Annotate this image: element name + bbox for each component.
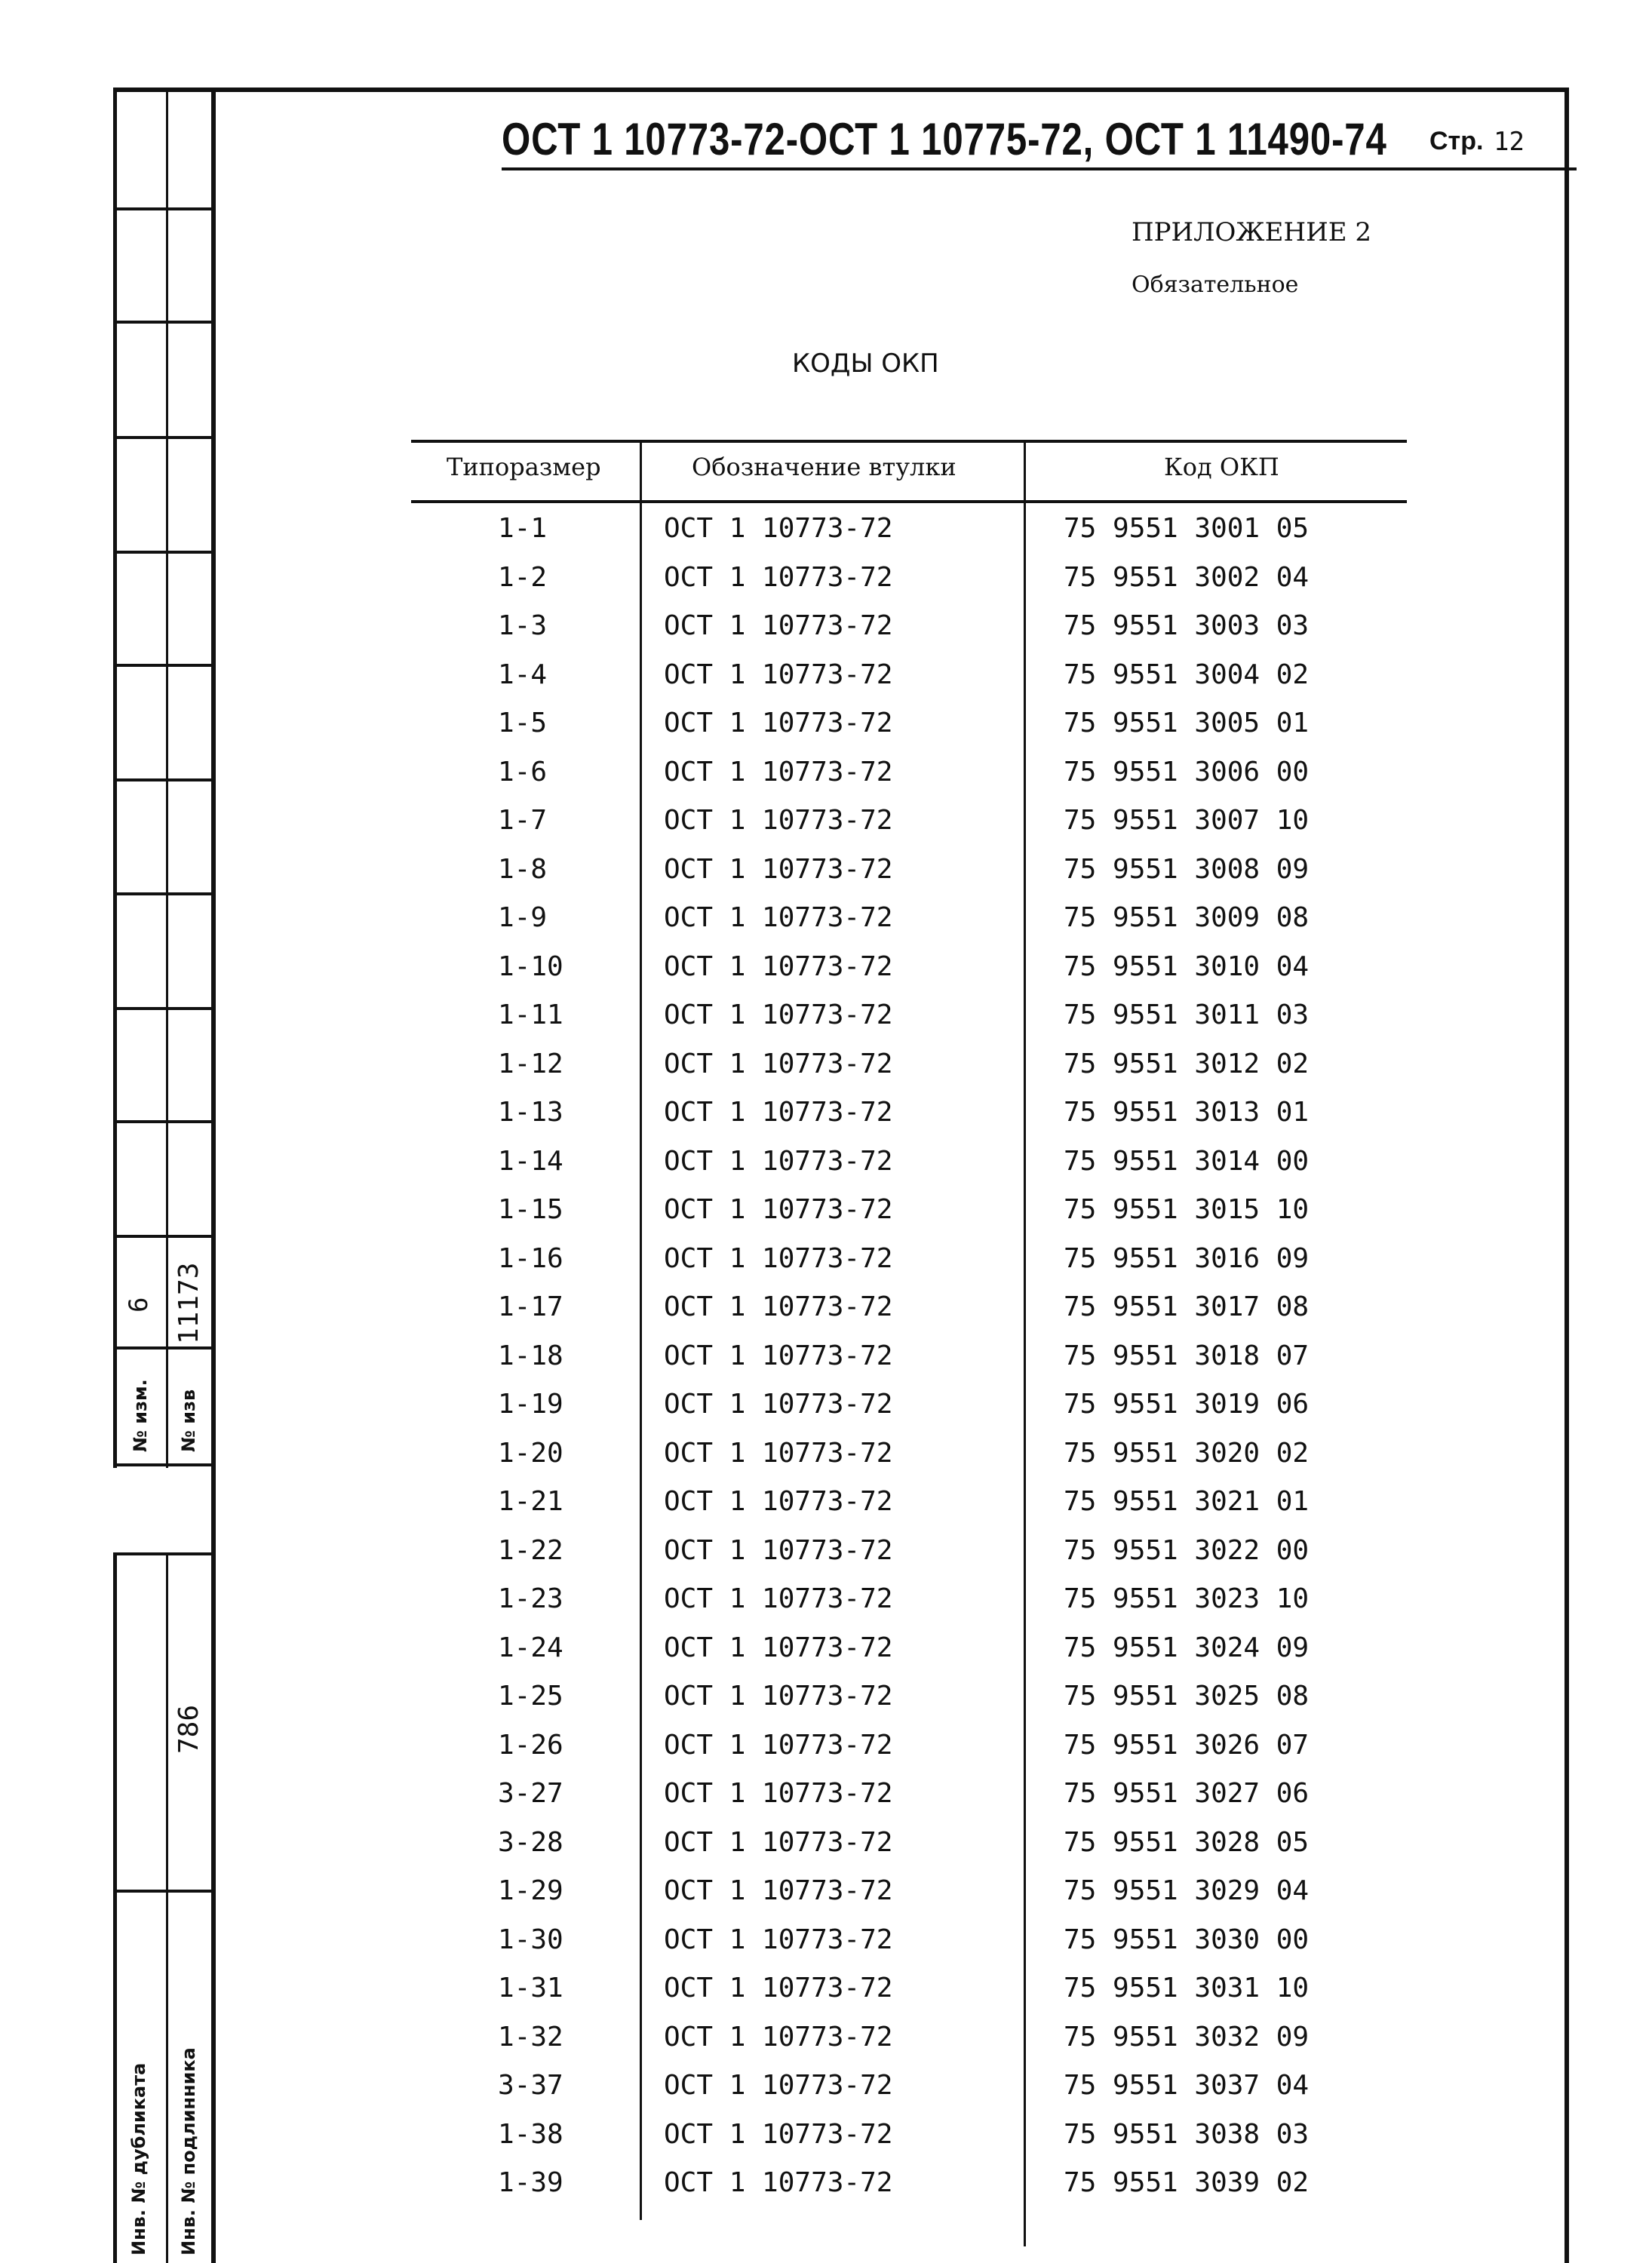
table-row — [411, 659, 1407, 708]
cell-size: 1-31 — [498, 1973, 563, 2004]
cell-okp-code: 75 9551 3037 04 — [1064, 2070, 1310, 2101]
cell-okp-code: 75 9551 3007 10 — [1064, 805, 1310, 836]
cell-designation: ОСТ 1 10773-72 — [664, 2021, 893, 2053]
cell-okp-code: 75 9551 3005 01 — [1064, 708, 1310, 738]
cell-size: 1-2 — [498, 561, 548, 593]
table-row — [411, 2070, 1407, 2119]
cell-okp-code: 75 9551 3014 00 — [1064, 1145, 1310, 1177]
cell-designation: ОСТ 1 10773-72 — [664, 1875, 893, 1906]
document-title: ОСТ 1 10773-72-ОСТ 1 10775-72, ОСТ 1 11490-74 — [502, 114, 1387, 164]
cell-okp-code: 75 9551 3029 04 — [1064, 1875, 1310, 1906]
cell-size: 1-19 — [498, 1389, 563, 1420]
cell-okp-code: 75 9551 3001 05 — [1064, 513, 1310, 544]
cell-okp-code: 75 9551 3011 03 — [1064, 999, 1310, 1030]
cell-designation: ОСТ 1 10773-72 — [664, 1145, 893, 1177]
cell-size: 3-28 — [498, 1826, 563, 1858]
stamp-grid-line — [113, 1890, 216, 1893]
table-row — [411, 1049, 1407, 1098]
cell-designation: ОСТ 1 10773-72 — [664, 1194, 893, 1225]
table-row — [411, 1535, 1407, 1584]
cell-designation: ОСТ 1 10773-72 — [664, 1048, 893, 1079]
cell-designation: ОСТ 1 10773-72 — [664, 1729, 893, 1761]
stamp-grid-line — [113, 1007, 216, 1010]
page-label: Стр. — [1429, 127, 1484, 155]
stamp-grid-line — [113, 778, 216, 781]
cell-designation: ОСТ 1 10773-72 — [664, 659, 893, 690]
cell-okp-code: 75 9551 3024 09 — [1064, 1632, 1310, 1663]
cell-size: 1-6 — [498, 756, 548, 788]
cell-designation: ОСТ 1 10773-72 — [664, 1632, 893, 1663]
stamp-grid-line — [113, 1346, 216, 1350]
cell-okp-code: 75 9551 3016 09 — [1064, 1242, 1310, 1274]
column-header-designation: Обозначение втулки — [692, 453, 957, 481]
cell-size: 1-11 — [498, 999, 563, 1030]
cell-designation: ОСТ 1 10773-72 — [664, 1291, 893, 1322]
stamp-grid-line — [113, 892, 216, 895]
cell-designation: ОСТ 1 10773-72 — [664, 1097, 893, 1128]
table-row — [411, 1681, 1407, 1730]
stamp-grid-line — [113, 207, 216, 210]
cell-designation: ОСТ 1 10773-72 — [664, 513, 893, 544]
cell-designation: ОСТ 1 10773-72 — [664, 1340, 893, 1371]
cell-size: 1-4 — [498, 659, 548, 690]
table-row — [411, 1438, 1407, 1487]
cell-okp-code: 75 9551 3018 07 — [1064, 1340, 1310, 1371]
cell-size: 3-37 — [498, 2070, 563, 2101]
frame-left-border — [113, 88, 117, 1468]
original-inventory-label: Инв. № подлинника — [178, 2047, 199, 2255]
table-row — [411, 999, 1407, 1049]
cell-designation: ОСТ 1 10773-72 — [664, 708, 893, 738]
cell-designation: ОСТ 1 10773-72 — [664, 1242, 893, 1274]
cell-size: 1-16 — [498, 1242, 563, 1274]
cell-okp-code: 75 9551 3012 02 — [1064, 1048, 1310, 1079]
table-row — [411, 1291, 1407, 1340]
table-row — [411, 1875, 1407, 1924]
stamp-grid-line — [113, 664, 216, 667]
table-row — [411, 1583, 1407, 1632]
table-row — [411, 1146, 1407, 1195]
cell-size: 1-26 — [498, 1729, 563, 1761]
cell-okp-code: 75 9551 3004 02 — [1064, 659, 1310, 690]
cell-size: 1-3 — [498, 610, 548, 641]
notice-number-label: № изв — [178, 1389, 199, 1452]
table-row — [411, 610, 1407, 659]
cell-okp-code: 75 9551 3021 01 — [1064, 1486, 1310, 1517]
cell-okp-code: 75 9551 3013 01 — [1064, 1097, 1310, 1128]
cell-size: 1-21 — [498, 1486, 563, 1517]
cell-size: 1-15 — [498, 1194, 563, 1225]
cell-size: 1-22 — [498, 1534, 563, 1566]
cell-size: 1-8 — [498, 853, 548, 885]
table-row — [411, 708, 1407, 757]
cell-okp-code: 75 9551 3003 03 — [1064, 610, 1310, 641]
stamp-column-divider-lower — [166, 1554, 168, 2263]
column-header-okp-code: Код ОКП — [1164, 453, 1279, 481]
notice-number-value: 11173 — [173, 1262, 204, 1344]
cell-size: 1-39 — [498, 2167, 563, 2198]
table-row — [411, 757, 1407, 806]
cell-okp-code: 75 9551 3022 00 — [1064, 1534, 1310, 1566]
cell-okp-code: 75 9551 3006 00 — [1064, 756, 1310, 788]
cell-designation: ОСТ 1 10773-72 — [664, 561, 893, 593]
cell-designation: ОСТ 1 10773-72 — [664, 2118, 893, 2150]
stamp-grid-line — [113, 1463, 216, 1466]
cell-size: 1-1 — [498, 513, 548, 544]
table-row — [411, 2119, 1407, 2168]
cell-size: 1-10 — [498, 950, 563, 982]
page-number: 12 — [1494, 127, 1525, 157]
cell-size: 1-25 — [498, 1681, 563, 1712]
table-row — [411, 1486, 1407, 1535]
cell-size: 1-24 — [498, 1632, 563, 1663]
column-header-size: Типоразмер — [447, 453, 601, 481]
cell-designation: ОСТ 1 10773-72 — [664, 1437, 893, 1469]
cell-size: 1-5 — [498, 708, 548, 738]
cell-okp-code: 75 9551 3027 06 — [1064, 1778, 1310, 1809]
table-row — [411, 2022, 1407, 2071]
cell-designation: ОСТ 1 10773-72 — [664, 610, 893, 641]
cell-okp-code: 75 9551 3031 10 — [1064, 1973, 1310, 2004]
cell-size: 1-17 — [498, 1291, 563, 1322]
table-top-rule — [411, 440, 1407, 443]
table-row — [411, 513, 1407, 562]
stamp-grid-line — [113, 1552, 216, 1555]
table-row — [411, 1730, 1407, 1779]
table-row — [411, 1194, 1407, 1243]
cell-okp-code: 75 9551 3015 10 — [1064, 1194, 1310, 1225]
cell-okp-code: 75 9551 3020 02 — [1064, 1437, 1310, 1469]
cell-designation: ОСТ 1 10773-72 — [664, 1389, 893, 1420]
cell-size: 1-9 — [498, 902, 548, 933]
cell-size: 1-32 — [498, 2021, 563, 2053]
cell-designation: ОСТ 1 10773-72 — [664, 1583, 893, 1614]
frame-left-border-lower — [113, 1554, 117, 2263]
table-row — [411, 1632, 1407, 1681]
cell-okp-code: 75 9551 3028 05 — [1064, 1826, 1310, 1858]
cell-okp-code: 75 9551 3030 00 — [1064, 1924, 1310, 1955]
cell-size: 1-7 — [498, 805, 548, 836]
table-row — [411, 951, 1407, 1000]
table-row — [411, 1340, 1407, 1389]
cell-okp-code: 75 9551 3039 02 — [1064, 2167, 1310, 2198]
change-number-label: № изм. — [130, 1379, 151, 1452]
table-row — [411, 1973, 1407, 2022]
cell-size: 1-30 — [498, 1924, 563, 1955]
cell-size: 1-12 — [498, 1048, 563, 1079]
original-inventory-value: 786 — [173, 1704, 204, 1754]
table-row — [411, 1243, 1407, 1292]
table-row — [411, 1924, 1407, 1973]
cell-size: 1-18 — [498, 1340, 563, 1371]
table-title: КОДЫ ОКП — [792, 349, 939, 379]
cell-size: 3-27 — [498, 1778, 563, 1809]
table-row — [411, 1389, 1407, 1438]
cell-okp-code: 75 9551 3038 03 — [1064, 2118, 1310, 2150]
table-row — [411, 562, 1407, 611]
cell-designation: ОСТ 1 10773-72 — [664, 1826, 893, 1858]
cell-designation: ОСТ 1 10773-72 — [664, 1534, 893, 1566]
cell-size: 1-38 — [498, 2118, 563, 2150]
cell-designation: ОСТ 1 10773-72 — [664, 1681, 893, 1712]
cell-designation: ОСТ 1 10773-72 — [664, 853, 893, 885]
table-row — [411, 1097, 1407, 1146]
table-row — [411, 1827, 1407, 1876]
cell-designation: ОСТ 1 10773-72 — [664, 2070, 893, 2101]
cell-size: 1-14 — [498, 1145, 563, 1177]
cell-size: 1-23 — [498, 1583, 563, 1614]
cell-okp-code: 75 9551 3017 08 — [1064, 1291, 1310, 1322]
cell-designation: ОСТ 1 10773-72 — [664, 756, 893, 788]
table-header-rule — [411, 500, 1407, 503]
cell-designation: ОСТ 1 10773-72 — [664, 950, 893, 982]
cell-okp-code: 75 9551 3002 04 — [1064, 561, 1310, 593]
cell-okp-code: 75 9551 3009 08 — [1064, 902, 1310, 933]
appendix-status: Обязательное — [1132, 272, 1299, 298]
cell-designation: ОСТ 1 10773-72 — [664, 902, 893, 933]
table-row — [411, 854, 1407, 903]
cell-okp-code: 75 9551 3019 06 — [1064, 1389, 1310, 1420]
frame-inner-border — [211, 88, 216, 2263]
cell-size: 1-20 — [498, 1437, 563, 1469]
table-row — [411, 1778, 1407, 1827]
stamp-grid-line — [113, 1235, 216, 1238]
cell-designation: ОСТ 1 10773-72 — [664, 1924, 893, 1955]
appendix-label: ПРИЛОЖЕНИЕ 2 — [1132, 217, 1372, 247]
cell-okp-code: 75 9551 3010 04 — [1064, 950, 1310, 982]
cell-okp-code: 75 9551 3023 10 — [1064, 1583, 1310, 1614]
stamp-grid-line — [113, 1120, 216, 1123]
frame-right-border — [1564, 88, 1569, 2263]
cell-okp-code: 75 9551 3008 09 — [1064, 853, 1310, 885]
title-underline — [502, 167, 1577, 170]
cell-designation: ОСТ 1 10773-72 — [664, 805, 893, 836]
cell-designation: ОСТ 1 10773-72 — [664, 1778, 893, 1809]
stamp-grid-line — [113, 551, 216, 554]
table-row — [411, 805, 1407, 854]
duplicate-inventory-label: Инв. № дубликата — [128, 2062, 149, 2255]
cell-designation: ОСТ 1 10773-72 — [664, 999, 893, 1030]
table-row — [411, 2167, 1407, 2216]
stamp-grid-line — [113, 321, 216, 324]
change-number-value: 6 — [124, 1297, 154, 1313]
frame-top-border — [113, 88, 1568, 92]
stamp-grid-line — [113, 436, 216, 439]
cell-okp-code: 75 9551 3032 09 — [1064, 2021, 1310, 2053]
cell-size: 1-29 — [498, 1875, 563, 1906]
cell-okp-code: 75 9551 3025 08 — [1064, 1681, 1310, 1712]
table-row — [411, 902, 1407, 951]
cell-designation: ОСТ 1 10773-72 — [664, 1486, 893, 1517]
cell-okp-code: 75 9551 3026 07 — [1064, 1729, 1310, 1761]
cell-designation: ОСТ 1 10773-72 — [664, 1973, 893, 2004]
table-body — [411, 513, 1407, 2216]
cell-designation: ОСТ 1 10773-72 — [664, 2167, 893, 2198]
cell-size: 1-13 — [498, 1097, 563, 1128]
